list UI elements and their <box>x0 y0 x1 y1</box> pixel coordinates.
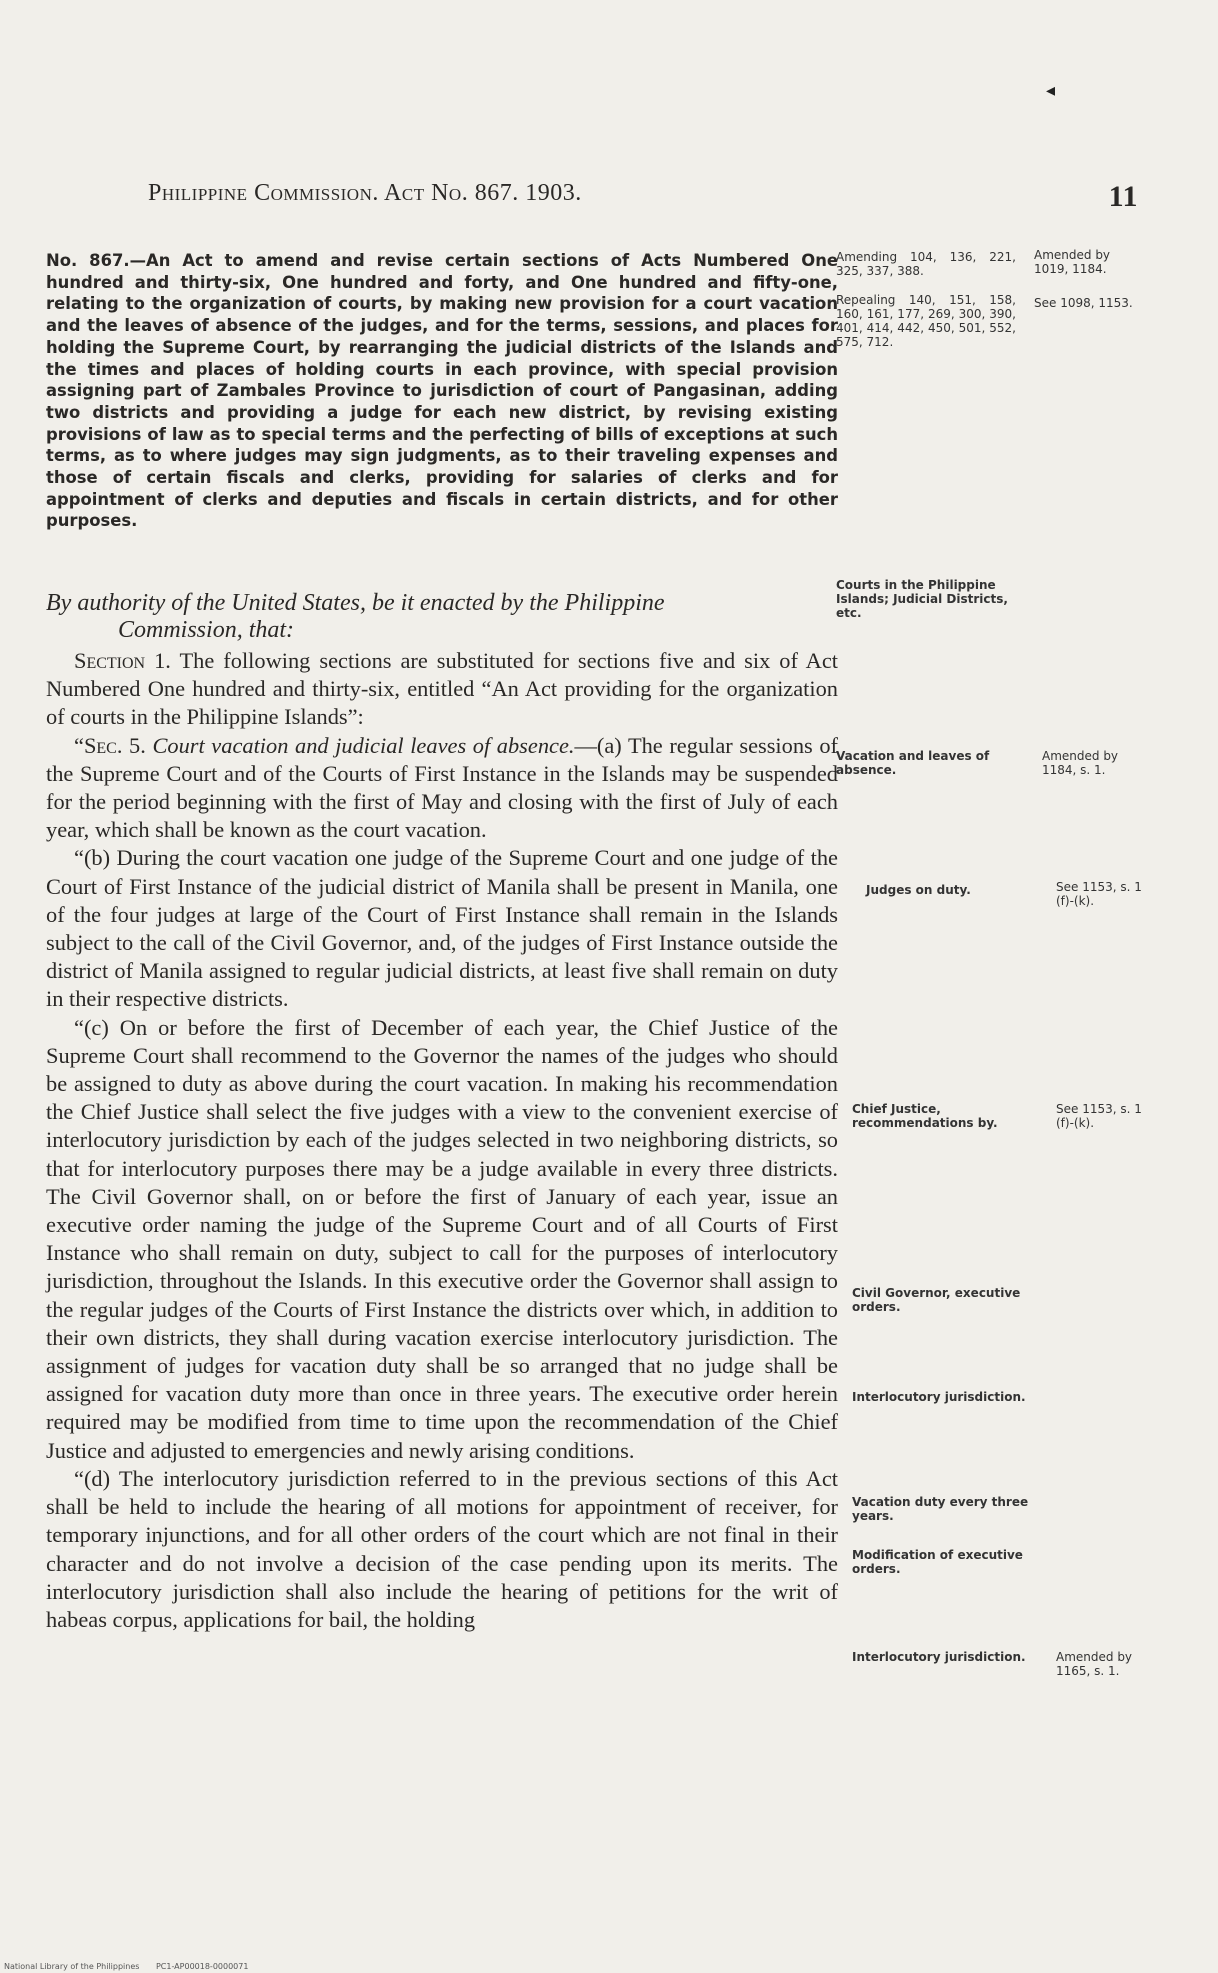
note-judges-on-duty: Judges on duty. <box>866 883 971 897</box>
note-amended-1019: Amended by 1019, 1184. <box>1034 248 1111 276</box>
section-1-label: Section 1. <box>74 648 171 673</box>
paragraph-c: “(c) On or before the first of December of each year, the Chief Justice of the Supreme Court shall recommend to the Governor the names of the judges who should be assigned to duty as above during the court vacation. In making his recommendation the Chief Justice shall select the five judges with a view to the convenient exercise of interlocutory jurisdiction by each of the judges selected in two neighboring districts, so that for interlocutory purposes there may be a judge available in every three districts. The Civil Governor shall, on or before the first of January of each year, issue an executive order naming the judge of the Supreme Court and of all Courts of First Instance who shall remain on duty, subject to call for the purposes of interlocutory jurisdiction, throughout the Islands. In this executive order the Governor shall assign to the regular judges of the Courts of First Instance the districts over which, in addition to their own districts, they shall during vacation exercise interlocutory jurisdiction. The assignment of judges for vacation duty shall be so arranged that no judge shall be assigned for vacation duty more than once in three years. The executive order herein required may be modified from time to time upon the recommendation of the Chief Justice and adjusted to emergencies and newly arising conditions. <box>46 1014 838 1463</box>
note-amended-1165: Amended by 1165, s. 1. <box>1056 1650 1133 1678</box>
running-head <box>148 180 1138 216</box>
note-courts: Courts in the Philippine Islands; Judicial Districts, etc. <box>836 578 1008 620</box>
section-5-title: Court vacation and judicial leaves of absence. <box>145 732 575 758</box>
section-5-paragraph <box>46 732 838 845</box>
note-vacation: Vacation and leaves of absence. <box>836 749 990 777</box>
note-interlocutory-2: Interlocutory jurisdiction. <box>852 1650 1026 1664</box>
note-modification: Modification of executive orders. <box>852 1548 1023 1576</box>
note-repealing: Repealing 140, 151, 158, 160, 161, 177, 269, 300, 390, 401, 414, 442, 450, 501, 552, 575, 712. <box>836 293 1016 349</box>
section-5-label: “Sec. 5. <box>74 732 146 758</box>
scan-footer <box>4 1962 262 1971</box>
note-amending: Amending 104, 136, 221, 325, 337, 388. <box>836 250 1016 278</box>
enacting-clause <box>46 590 838 644</box>
paragraph-b: “(b) During the court vacation one judge of the Supreme Court and one judge of the Court of First Instance of the judicial district of Manila shall be present in Manila, one of the four judges at large of the Court of First Instance shall remain in the Islands subject to the call of the Civil Governor, and, of the judges of First Instance outside the district of Manila assigned to regular judicial districts, at least five shall remain on duty in their respective districts. <box>46 845 838 1012</box>
note-chief-justice: Chief Justice, recommendations by. <box>852 1102 998 1130</box>
enacting-line-2: Commission, that: <box>118 617 295 643</box>
paragraph-d: “(d) The interlocutory jurisdiction referred to in the previous sections of this Act shall be held to include the hearing of all motions for appointment of receiver, for temporary injunctions, and for all other orders of the court which are not final in their character and do not involve a decision of the case pending upon its merits. The interlocutory jurisdiction shall also include the hearing of petitions for the writ of habeas corpus, applications for bail, the holding <box>46 1465 838 1632</box>
enacting-line-1: By authority of the United States, be it enacted by the Philippine <box>46 590 665 616</box>
section-5-text: —(a) The regular sessions of the Supreme Court and of the Courts of First Instance in the Islands may be suspended for the period beginning with the first of May and closing with the first of July of each year, which shall be known as the court vacation. <box>46 732 839 843</box>
act-heading <box>46 250 838 532</box>
footer-library: National Library of the Philippines <box>4 1962 140 1971</box>
note-interlocutory-1: Interlocutory jurisdiction. <box>852 1390 1026 1404</box>
note-see-1153-a: See 1153, s. 1 (f)-(k). <box>1056 880 1142 908</box>
section-1-text: The following sections are substituted for sections five and six of Act Numbered One hundred and thirty-six, entitled “An Act providing for the organization of courts in the Philippine Islands”: <box>46 648 839 730</box>
running-head-title: Philippine Commission. Act No. 867. 1903. <box>148 180 582 206</box>
footer-code: PC1-AP00018-0000071 <box>155 1962 249 1971</box>
note-vacation-duty: Vacation duty every three years. <box>852 1495 1029 1523</box>
page-number: 11 <box>1108 180 1138 213</box>
note-see-1098: See 1098, 1153. <box>1034 296 1133 310</box>
note-amended-1184: Amended by 1184, s. 1. <box>1042 749 1119 777</box>
body-text <box>46 647 838 1634</box>
note-see-1153-b: See 1153, s. 1 (f)-(k). <box>1056 1102 1142 1130</box>
note-civil-governor: Civil Governor, executive orders. <box>852 1286 1021 1314</box>
page-mark: ◂ <box>1046 80 1056 100</box>
section-1-paragraph <box>46 647 838 732</box>
act-number: No. 867. <box>46 251 130 270</box>
act-title: —An Act to amend and revise certain sections of Acts Numbered One hundred and thirty-six, One hundred and forty, and One hundred and fifty-one, relating to the organization of courts, by making new provision for a court vacation and the leaves of absence of the judges, and for the terms, sessions, and places for holding the Supreme Court, by rearranging the judicial districts of the Islands and the times and places of holding courts in each province, with special provision assigning part of Zambales Province to jurisdiction of court of Pangasinan, adding two districts and providing a judge for each new district, by revising existing provisions of law as to special terms and the perfecting of bills of exceptions at such terms, as to where judges may sign judgments, as to their traveling expenses and those of certain fiscals and clerks, providing for salaries of clerks and for appointment of clerks and deputies and fiscals in certain districts, and for other purposes. <box>46 251 839 531</box>
